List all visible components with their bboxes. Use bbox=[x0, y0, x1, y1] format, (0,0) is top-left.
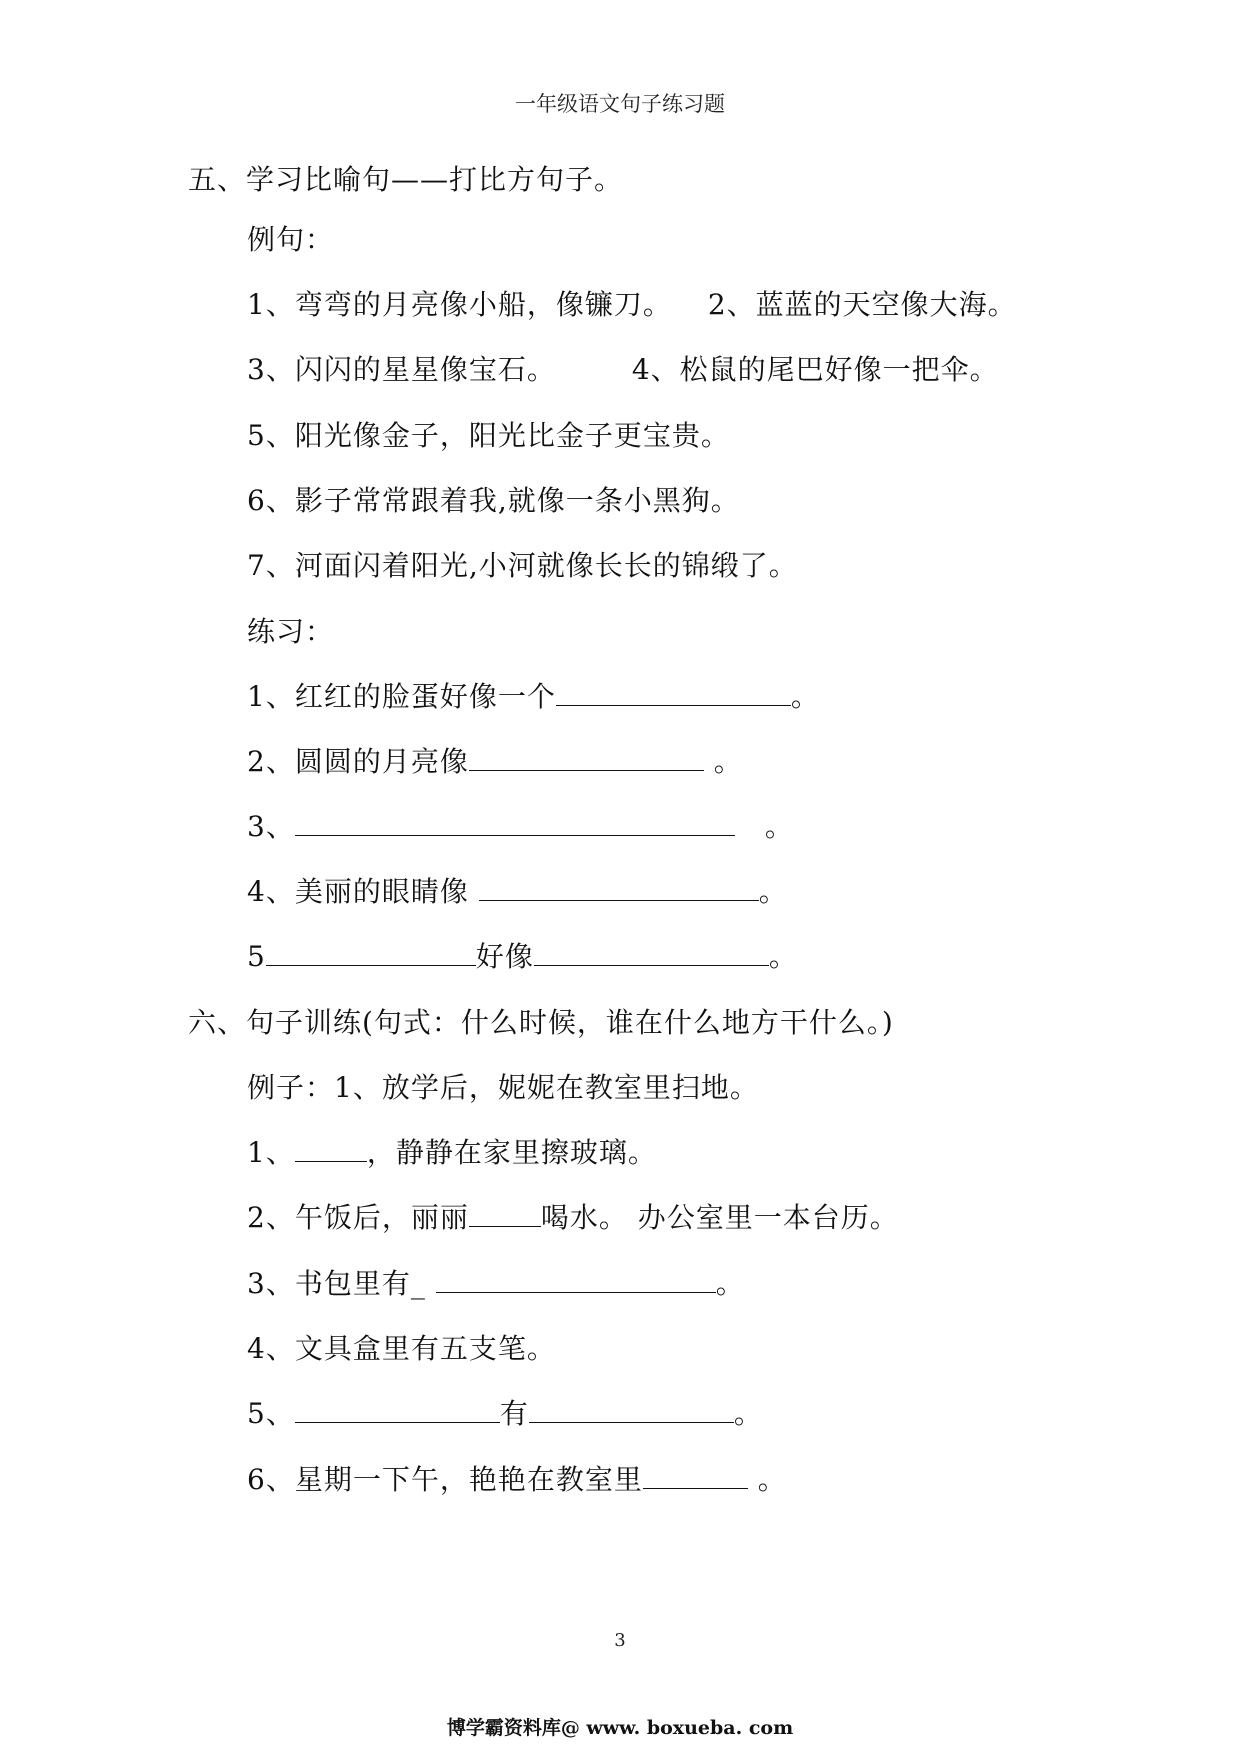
practice-4 bbox=[247, 874, 788, 910]
exercise-3-prompt: 3、书包里有_ bbox=[247, 1267, 436, 1300]
example-line-2 bbox=[247, 352, 999, 388]
exercise-3-blank[interactable] bbox=[436, 1266, 716, 1293]
example-7: 7、河面闪着阳光,小河就像长长的锦缎了。 bbox=[247, 549, 798, 582]
practice-5 bbox=[247, 939, 798, 975]
practice-4-prompt: 4、美丽的眼睛像 bbox=[247, 875, 479, 908]
practice-4-blank[interactable] bbox=[479, 874, 759, 901]
exercise-5 bbox=[247, 1396, 763, 1432]
example-1: 1、弯弯的月亮像小船，像镰刀。 bbox=[247, 288, 672, 321]
section-5-heading: 五、学习比喻句——打比方句子。 bbox=[188, 163, 624, 196]
example-3: 3、闪闪的星星像宝石。 bbox=[247, 353, 556, 386]
section-6-heading: 六、句子训练(句式：什么时候，谁在什么地方干什么。) bbox=[188, 1006, 894, 1039]
exercise-2-blank[interactable] bbox=[469, 1200, 541, 1227]
practice-3-end: 。 bbox=[764, 810, 794, 843]
exercise-5-prompt: 5、 bbox=[247, 1397, 295, 1430]
practice-5-blank-b[interactable] bbox=[534, 939, 769, 966]
section-6-example: 例子：1、放学后，妮妮在教室里扫地。 bbox=[247, 1071, 759, 1104]
exercise-1-blank[interactable] bbox=[295, 1135, 367, 1162]
practice-5-end: 。 bbox=[768, 940, 798, 973]
practice-2-end: 。 bbox=[703, 745, 743, 778]
practice-1-prompt: 1、红红的脸蛋好像一个 bbox=[247, 680, 556, 713]
practice-3-prompt: 3、 bbox=[247, 810, 295, 843]
exercise-5-blank-a[interactable] bbox=[295, 1396, 500, 1423]
footer-watermark: 博学霸资料库@ www. boxueba. com bbox=[446, 1717, 794, 1739]
examples-label: 例句： bbox=[247, 223, 335, 256]
practice-1-blank[interactable] bbox=[556, 679, 791, 706]
example-line-1 bbox=[247, 287, 1017, 323]
practice-label: 练习： bbox=[247, 615, 335, 648]
practice-2-prompt: 2、圆圆的月亮像 bbox=[247, 745, 469, 778]
exercise-6-blank[interactable] bbox=[643, 1462, 748, 1489]
exercise-6 bbox=[247, 1462, 787, 1498]
exercise-2-prompt: 2、午饭后，丽丽 bbox=[247, 1201, 469, 1234]
exercise-6-end: 。 bbox=[747, 1463, 787, 1496]
practice-2-blank[interactable] bbox=[469, 744, 704, 771]
exercise-3-end: 。 bbox=[715, 1267, 745, 1300]
example-5: 5、阳光像金子，阳光比金子更宝贵。 bbox=[247, 419, 730, 452]
exercise-2-rest: 喝水。 办公室里一本台历。 bbox=[540, 1201, 899, 1234]
exercise-1 bbox=[247, 1135, 657, 1171]
practice-1-end: 。 bbox=[790, 680, 820, 713]
exercise-2 bbox=[247, 1200, 899, 1236]
practice-2 bbox=[247, 744, 743, 780]
exercise-6-prompt: 6、星期一下午，艳艳在教室里 bbox=[247, 1463, 643, 1496]
practice-5-blank-a[interactable] bbox=[266, 939, 476, 966]
practice-1 bbox=[247, 679, 820, 715]
exercise-1-rest: ，静静在家里擦玻璃。 bbox=[366, 1136, 657, 1169]
practice-4-end: 。 bbox=[758, 875, 788, 908]
exercise-5-blank-b[interactable] bbox=[529, 1396, 734, 1423]
example-6: 6、影子常常跟着我,就像一条小黑狗。 bbox=[247, 484, 740, 517]
exercise-1-prompt: 1、 bbox=[247, 1136, 295, 1169]
page-number: 3 bbox=[614, 1630, 626, 1651]
example-2: 2、蓝蓝的天空像大海。 bbox=[707, 288, 1017, 321]
practice-3 bbox=[247, 809, 794, 845]
practice-5-prompt: 5 bbox=[247, 940, 266, 973]
practice-3-blank[interactable] bbox=[295, 809, 735, 836]
exercise-3 bbox=[247, 1266, 745, 1302]
page-header-title: 一年级语文句子练习题 bbox=[515, 92, 725, 116]
exercise-4: 4、文具盒里有五支笔。 bbox=[247, 1332, 556, 1365]
exercise-5-end: 。 bbox=[733, 1397, 763, 1430]
practice-5-mid: 好像 bbox=[475, 940, 534, 973]
example-4: 4、松鼠的尾巴好像一把伞。 bbox=[631, 353, 999, 386]
exercise-5-mid: 有 bbox=[499, 1397, 529, 1430]
